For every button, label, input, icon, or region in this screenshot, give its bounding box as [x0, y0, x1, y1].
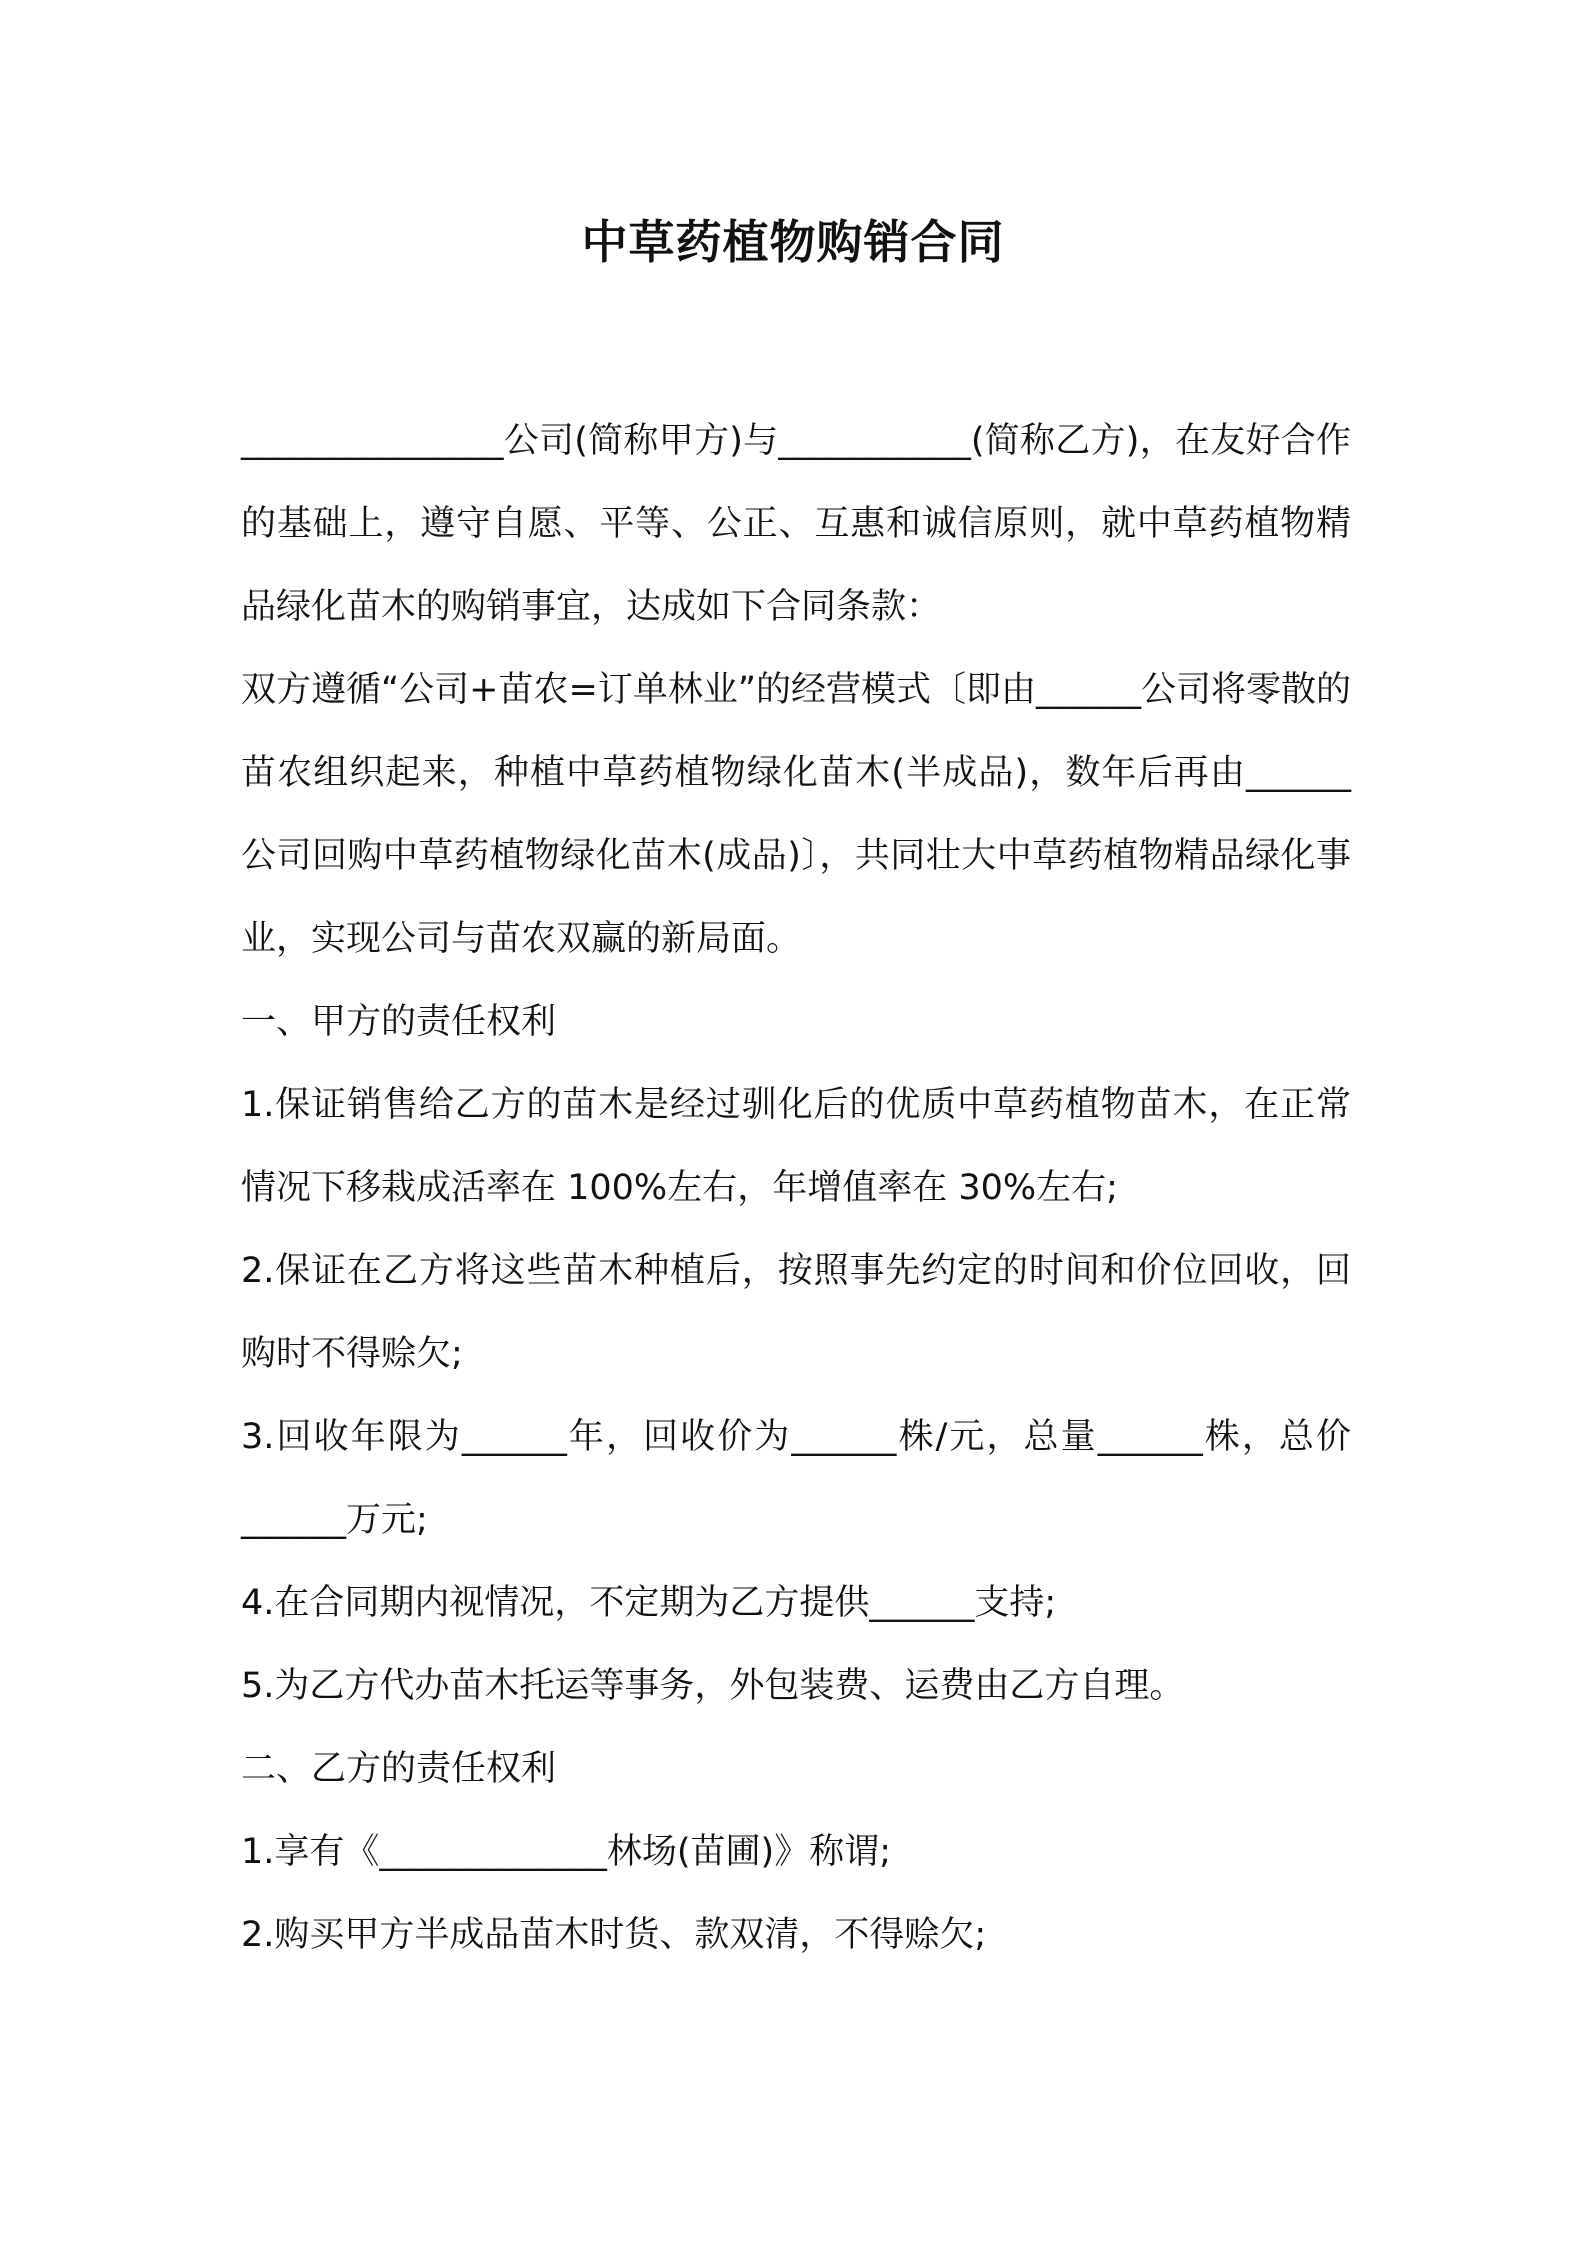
- party-b-clause-2: 2.购买甲方半成品苗木时货、款双清，不得赊欠;: [241, 1915, 987, 1955]
- section-heading-party-a: 一、甲方的责任权利: [241, 1002, 557, 1042]
- party-a-clause-2: 2.保证在乙方将这些苗木种植后，按照事先约定的时间和价位回收，回购时不得赊欠;: [241, 1251, 1351, 1374]
- document-body: [241, 400, 1351, 1977]
- party-a-clause-5: 5.为乙方代办苗木托运等事务，外包装费、运费由乙方自理。: [241, 1666, 1185, 1706]
- party-b-clause-1: 1.享有《_____________林场(苗圃)》称谓;: [241, 1832, 891, 1872]
- party-a-clause-1: 1.保证销售给乙方的苗木是经过驯化后的优质中草药植物苗木，在正常情况下移栽成活率在 100%左右，年增值率在 30%左右;: [241, 1085, 1351, 1208]
- party-a-clause-3: 3.回收年限为______年，回收价为______株/元，总量______株，总价______万元;: [241, 1417, 1351, 1540]
- intro-paragraph: _______________公司(简称甲方)与___________(简称乙方)，在友好合作的基础上，遵守自愿、平等、公正、互惠和诚信原则，就中草药植物精品绿化苗木的购销事宜，达成如下合同条款：: [241, 421, 1351, 627]
- document-title: 中草药植物购销合同: [581, 215, 1005, 269]
- party-a-clause-4: 4.在合同期内视情况，不定期为乙方提供______支持;: [241, 1583, 1057, 1623]
- section-heading-party-b: 二、乙方的责任权利: [241, 1749, 557, 1789]
- business-model-paragraph: 双方遵循“公司+苗农=订单林业”的经营模式〔即由______公司将零散的苗农组织起来，种植中草药植物绿化苗木(半成品)，数年后再由______公司回购中草药植物绿化苗木(成品)〕，共同壮大中草药植物精品绿化事业，实现公司与苗农双赢的新局面。: [241, 670, 1351, 959]
